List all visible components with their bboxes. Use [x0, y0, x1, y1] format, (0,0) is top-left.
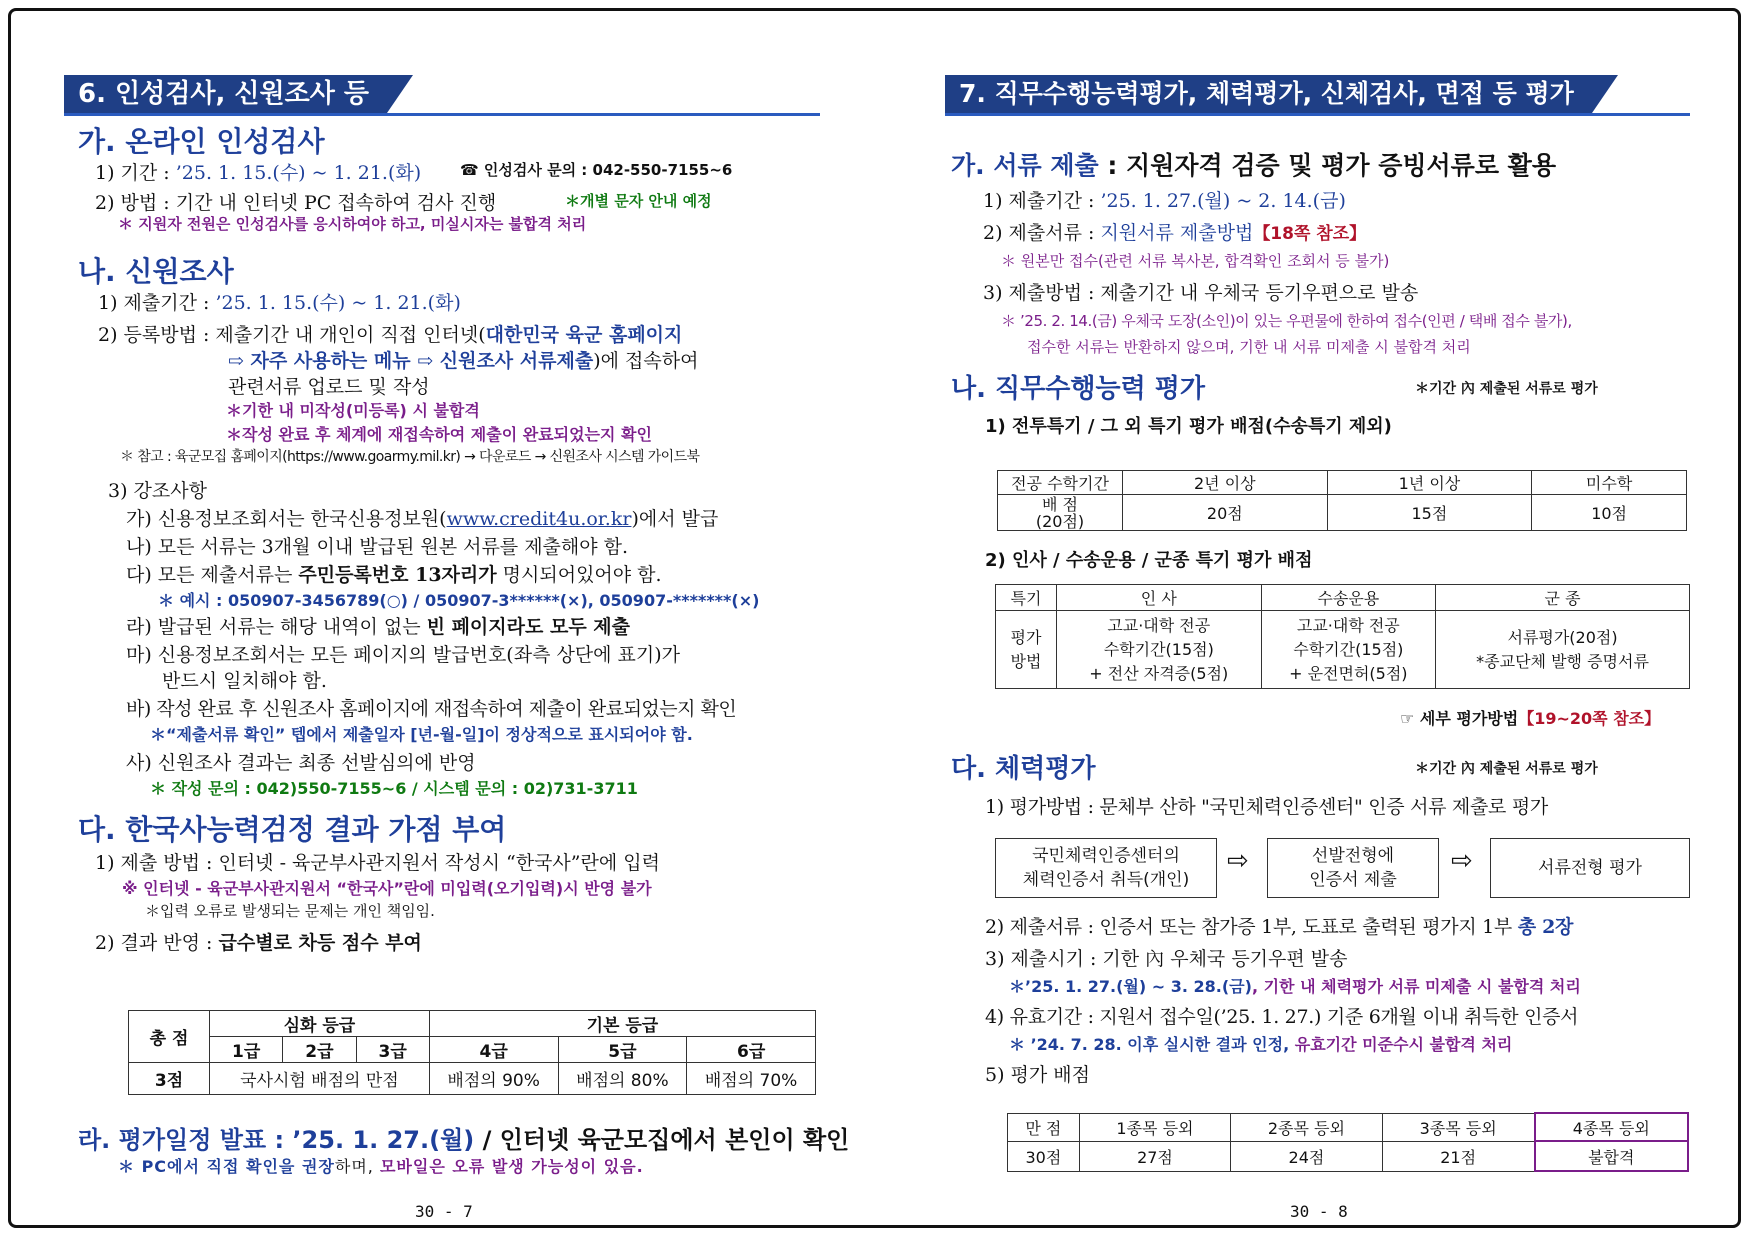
t2-h0: 특기	[996, 585, 1057, 611]
t3-h3: 3종목 등외	[1382, 1113, 1534, 1141]
advanced-value: 국사시험 배점의 만점	[210, 1063, 430, 1095]
b3-sa: 사) 신원조사 결과는 최종 선발심의에 반영	[126, 752, 476, 774]
c1-note2: ＊입력 오류로 발생되는 문제는 개인 책임임.	[145, 902, 435, 920]
t2-h3: 군 종	[1436, 585, 1690, 611]
b3-ra: 라) 발급된 서류는 해당 내역이 없는 빈 페이지라도 모두 제출	[126, 616, 630, 638]
t1-v1: 20점	[1123, 495, 1328, 531]
t1-h1: 2년 이상	[1123, 471, 1328, 495]
fitness-score-table	[1007, 1112, 1689, 1172]
table-score: 3점	[129, 1063, 210, 1095]
rc4-note: ＊ ’24. 7. 28. 이후 실시한 결과 인정, 유효기간 미준수시 불합격 처리	[1009, 1035, 1513, 1054]
rc3-line: 3) 제출시기 : 기한 內 우체국 등기우편 발송	[985, 948, 1348, 970]
rb1-line: 1) 전투특기 / 그 외 특기 평가 배점(수송특기 제외)	[985, 416, 1392, 437]
t1-h0: 전공 수학기간	[998, 471, 1123, 495]
b-ref: ☞ 세부 평가방법【19~20쪽 참조】	[1400, 709, 1661, 728]
page-number-right: 30 - 8	[1290, 1202, 1348, 1221]
rc2-line: 2) 제출서류 : 인증서 또는 참가증 1부, 도표로 출력된 평가지 1부 총 2장	[985, 916, 1574, 938]
b2-line3: 관련서류 업로드 및 작성	[228, 376, 430, 398]
b2-reference: ＊ 참고 : 육군모집 홈페이지(https://www.goarmy.mil.kr) → 다운로드 → 신원조사 시스템 가이드북	[120, 449, 700, 465]
t3-v1: 27점	[1079, 1141, 1230, 1171]
specialty-score-table	[995, 584, 1690, 689]
t3-v3: 21점	[1382, 1141, 1534, 1171]
rc5-line: 5) 평가 배점	[985, 1064, 1090, 1086]
b3-ma-1: 마) 신용정보조회서는 모든 페이지의 발급번호(좌측 상단에 표기)가	[126, 644, 681, 666]
grade-4: 4급	[429, 1037, 558, 1063]
heading-fitness: 다. 체력평가	[951, 754, 1096, 784]
t2-personnel: 고교·대학 전공 수학기간(15점) + 전산 자격증(5점)	[1057, 611, 1262, 689]
t3-v0: 30점	[1008, 1141, 1080, 1171]
credit-link[interactable]: www.credit4u.or.kr	[446, 508, 632, 530]
rc3-note: ＊’25. 1. 27.(월) ~ 3. 28.(금), 기한 내 체력평가 서류 미제출 시 불합격 처리	[1009, 977, 1581, 996]
b3-ma-2: 반드시 일치해야 함.	[162, 670, 327, 692]
b2-note1: ＊기한 내 미작성(미등록) 시 불합격	[226, 401, 480, 420]
b3-ba-note: ＊“제출서류 확인” 텝에서 제출일자 [년-월-일]이 정상적으로 표시되어야 함.	[150, 725, 693, 744]
t1-r0: 배 점 (20점)	[998, 495, 1123, 531]
a2-note: ＊개별 문자 안내 예정	[565, 192, 712, 210]
t2-h2: 수송운용	[1261, 585, 1436, 611]
ra3-line: 3) 제출방법 : 제출기간 내 우체국 등기우편으로 발송	[983, 282, 1419, 304]
section-7-banner	[945, 74, 1690, 114]
flow-arrow-1: ⇨	[1227, 846, 1249, 876]
grade-1: 1급	[210, 1037, 283, 1063]
t2-chaplain: 서류평가(20점) *종교단체 발행 증명서류	[1436, 611, 1690, 689]
flow-arrow-2: ⇨	[1451, 846, 1473, 876]
a1-line: 1) 기간 : ’25. 1. 15.(수) ~ 1. 21.(화)	[95, 162, 422, 184]
c1-note1: ※ 인터넷 - 육군부사관지원서 “한국사”란에 미입력(오기입력)시 반영 불가	[122, 879, 652, 898]
t3-h0: 만 점	[1008, 1113, 1080, 1141]
b2-line1: 2) 등록방법 : 제출기간 내 개인이 직접 인터넷(대한민국 육군 홈페이지	[98, 324, 683, 346]
b3-da: 다) 모든 제출서류는 주민등록번호 13자리가 명시되어있어야 함.	[126, 564, 662, 586]
b3-title: 3) 강조사항	[108, 480, 207, 502]
heading-job-performance: 나. 직무수행능력 평가	[951, 374, 1206, 404]
ra3-note1: ＊ ’25. 2. 14.(금) 우체국 도장(소인)이 있는 우편물에 한하여 접수(인편 / 택배 접수 불가),	[1001, 312, 1572, 330]
rb2-line: 2) 인사 / 수송운용 / 군종 특기 평가 배점	[985, 550, 1313, 571]
rc1-line: 1) 평가방법 : 문체부 산하 "국민체력인증센터" 인증 서류 제출로 평가	[985, 796, 1548, 818]
page-number-left: 30 - 7	[415, 1202, 473, 1221]
a-note: ＊ 지원자 전원은 인성검사를 응시하여야 하고, 미실시자는 불합격 처리	[118, 215, 587, 233]
grade-6: 6급	[687, 1037, 816, 1063]
c-side-note: ＊기간 內 제출된 서류로 평가	[1415, 761, 1598, 777]
ra3-note2: 접수한 서류는 반환하지 않으며, 기한 내 서류 미제출 시 불합격 처리	[1027, 338, 1471, 356]
d-note: ＊ PC에서 직접 확인을 권장하며, 모바일은 오류 발생 가능성이 있음.	[118, 1157, 644, 1176]
b3-sa-note: ＊ 작성 문의 : 042)550-7155~6 / 시스템 문의 : 02)731-3711	[150, 779, 638, 798]
section-6-title: 6. 인성검사, 신원조사 등	[64, 75, 387, 113]
b3-da-example: ＊ 예시 : 050907-3456789(○) / 050907-3******(×), 050907-*******(×)	[158, 591, 760, 610]
ra2-line: 2) 제출서류 : 지원서류 제출방법【18쪽 참조】	[983, 222, 1367, 244]
heading-announcement: 라. 평가일정 발표 : ’25. 1. 27.(월) / 인터넷 육군모집에서 본인이 확인	[78, 1126, 850, 1154]
history-score-table	[128, 1010, 816, 1095]
heading-documents: 가. 서류 제출 : 지원자격 검증 및 평가 증빙서류로 활용	[951, 151, 1556, 180]
t1-h3: 미수학	[1532, 471, 1687, 495]
flow-step-1: 국민체력인증센터의 체력인증서 취득(개인)	[995, 838, 1217, 898]
table-header-total: 총 점	[129, 1011, 210, 1063]
section-7-title: 7. 직무수행능력평가, 체력평가, 신체검사, 면접 등 평가	[945, 75, 1592, 113]
grade-4-value: 배점의 90%	[429, 1063, 558, 1095]
section-6-banner	[64, 74, 820, 114]
t2-transport: 고교·대학 전공 수학기간(15점) + 운전면허(5점)	[1261, 611, 1436, 689]
flow-step-3: 서류전형 평가	[1490, 838, 1690, 898]
combat-score-table	[997, 470, 1687, 531]
heading-background-check: 나. 신원조사	[78, 255, 234, 288]
rc4-line: 4) 유효기간 : 지원서 접수일(’25. 1. 27.) 기준 6개월 이내 취득한 인증서	[985, 1006, 1579, 1028]
b-side-note: ＊기간 內 제출된 서류로 평가	[1415, 381, 1598, 397]
grade-2: 2급	[283, 1037, 356, 1063]
contact-phone: ☎ 인성검사 문의 : 042-550-7155~6	[460, 161, 733, 179]
flow-step-2: 선발전형에 인증서 제출	[1267, 838, 1439, 898]
t1-v2: 15점	[1327, 495, 1532, 531]
ra2-note: ＊ 원본만 접수(관련 서류 복사본, 합격확인 조회서 등 불가)	[1001, 252, 1390, 270]
b2-note2: ＊작성 완료 후 체계에 재접속하여 제출이 완료되었는지 확인	[226, 425, 652, 444]
table-header-advanced: 심화 등급	[210, 1011, 430, 1037]
t3-h2: 2종목 등외	[1231, 1113, 1382, 1141]
ra1-line: 1) 제출기간 : ’25. 1. 27.(월) ~ 2. 14.(금)	[983, 190, 1346, 212]
t3-h1: 1종목 등외	[1079, 1113, 1230, 1141]
table-header-basic: 기본 등급	[429, 1011, 815, 1037]
t3-v2: 24점	[1231, 1141, 1382, 1171]
b2-line2: ⇨ 자주 사용하는 메뉴 ⇨ 신원조사 서류제출)에 접속하여	[228, 350, 699, 372]
grade-5: 5급	[558, 1037, 687, 1063]
b1-line: 1) 제출기간 : ’25. 1. 15.(수) ~ 1. 21.(화)	[98, 292, 461, 314]
t3-h4: 4종목 등외	[1535, 1113, 1688, 1141]
grade-3: 3급	[356, 1037, 429, 1063]
t2-r0: 평가 방법	[996, 611, 1057, 689]
b3-ba: 바) 작성 완료 후 신원조사 홈페이지에 재접속하여 제출이 완료되었는지 확인	[126, 698, 737, 720]
t3-v4: 불합격	[1535, 1141, 1688, 1171]
heading-korean-history: 다. 한국사능력검정 결과 가점 부여	[78, 813, 507, 846]
grade-6-value: 배점의 70%	[687, 1063, 816, 1095]
a2-line: 2) 방법 : 기간 내 인터넷 PC 접속하여 검사 진행	[95, 192, 497, 214]
t2-h1: 인 사	[1057, 585, 1262, 611]
b3-na: 나) 모든 서류는 3개월 이내 발급된 원본 서류를 제출해야 함.	[126, 536, 629, 558]
c1-line: 1) 제출 방법 : 인터넷 - 육군부사관지원서 작성시 “한국사”란에 입력	[95, 852, 660, 874]
t1-v3: 10점	[1532, 495, 1687, 531]
t1-h2: 1년 이상	[1327, 471, 1532, 495]
c2-line: 2) 결과 반영 : 급수별로 차등 점수 부여	[95, 932, 422, 954]
grade-5-value: 배점의 80%	[558, 1063, 687, 1095]
b3-ga: 가) 신용정보조회서는 한국신용정보원(www.credit4u.or.kr)에서 발급	[126, 508, 719, 530]
heading-online-personality: 가. 온라인 인성검사	[78, 125, 325, 158]
